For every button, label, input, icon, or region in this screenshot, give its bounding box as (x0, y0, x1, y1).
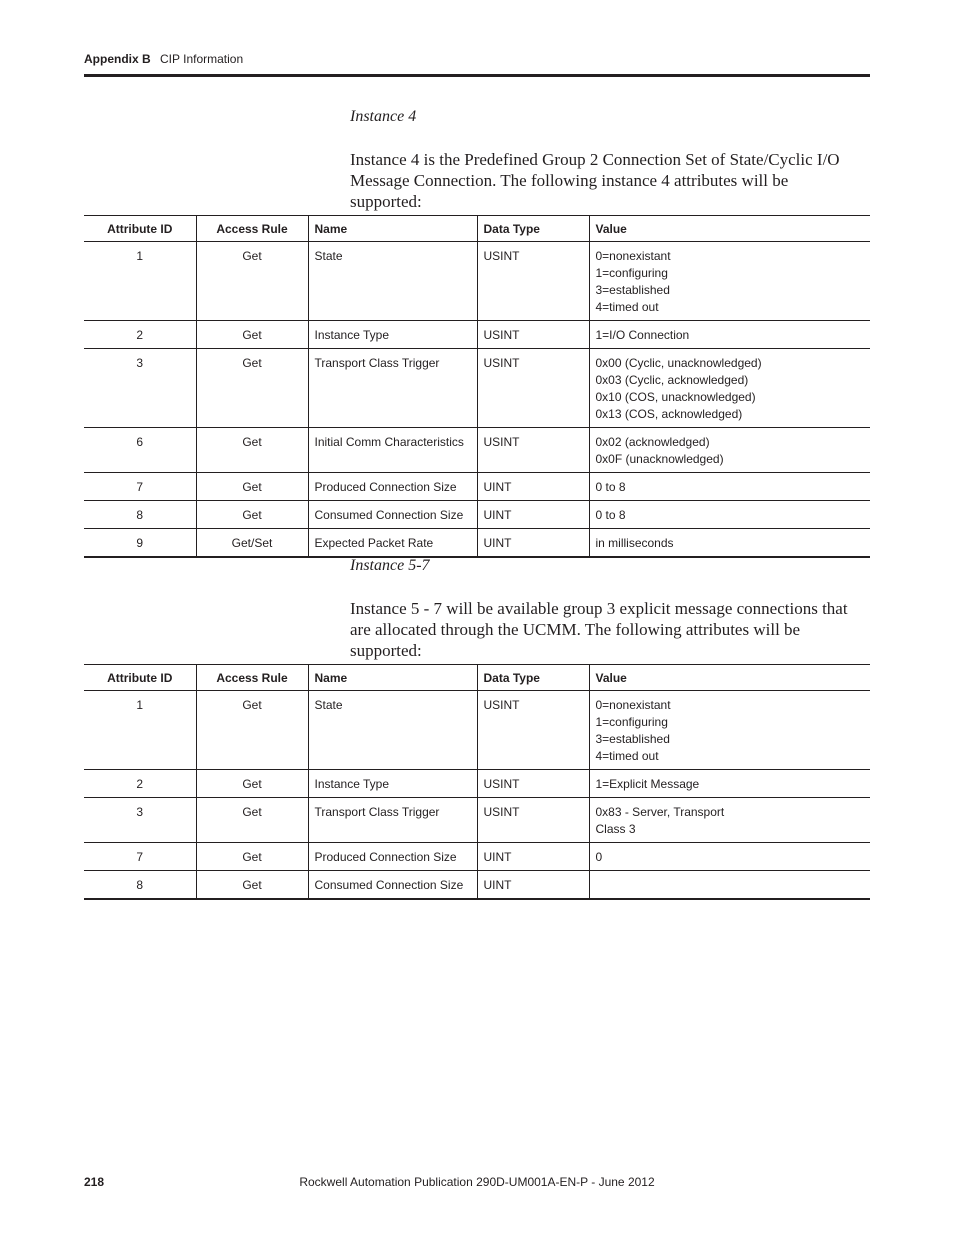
table-row (84, 770, 870, 798)
col-access-rule: Access Rule (196, 665, 308, 691)
value-line: 0x02 (acknowledged) (595, 435, 710, 449)
value-line: 1=I/O Connection (595, 328, 690, 342)
value-line: 0 to 8 (595, 508, 626, 522)
cell-name: Consumed Connection Size (308, 501, 477, 529)
cell-data-type: UINT (477, 871, 589, 900)
cell-access-rule: Get/Set (196, 529, 308, 558)
cell-value (589, 871, 870, 900)
col-value: Value (589, 665, 870, 691)
cell-data-type: USINT (477, 428, 589, 473)
value-line: 1=configuring (595, 715, 668, 729)
table-row (84, 242, 870, 321)
cell-access-rule: Get (196, 242, 308, 321)
cell-data-type: UINT (477, 473, 589, 501)
instance-4-paragraph: Instance 4 is the Predefined Group 2 Connection Set of State/Cyclic I/O Message Connection. The following instance 4 attributes will be supported: (350, 150, 840, 211)
cell-access-rule: Get (196, 428, 308, 473)
cell-value (589, 349, 870, 428)
col-value: Value (589, 216, 870, 242)
table-row (84, 473, 870, 501)
section-title: CIP Information (160, 52, 244, 66)
cell-data-type: UINT (477, 501, 589, 529)
cell-access-rule: Get (196, 321, 308, 349)
value-line: 1=configuring (595, 266, 668, 280)
col-data-type: Data Type (477, 665, 589, 691)
cell-attribute-id: 6 (136, 435, 144, 449)
cell-attribute-id: 1 (136, 249, 144, 263)
cell-value (589, 529, 870, 558)
cell-value (589, 428, 870, 473)
value-line: 3=established (595, 732, 670, 746)
table-row (84, 529, 870, 558)
cell-value (589, 242, 870, 321)
col-access-rule: Access Rule (196, 216, 308, 242)
col-data-type: Data Type (477, 216, 589, 242)
cell-data-type: USINT (477, 798, 589, 843)
cell-attribute-id: 7 (136, 480, 144, 494)
cell-data-type: UINT (477, 843, 589, 871)
cell-name: Transport Class Trigger (308, 349, 477, 428)
cell-attribute-id: 7 (136, 850, 144, 864)
table-header-row (84, 216, 870, 242)
page-number: 218 (84, 1175, 105, 1189)
value-line: 0x83 - Server, Transport (595, 805, 725, 819)
value-line: 0x00 (Cyclic, unacknowledged) (595, 356, 762, 370)
cell-access-rule: Get (196, 691, 308, 770)
cell-name: State (308, 691, 477, 770)
cell-value (589, 798, 870, 843)
page-header (84, 52, 870, 76)
table-row (84, 691, 870, 770)
cell-access-rule: Get (196, 871, 308, 900)
table-row (84, 871, 870, 900)
table-row (84, 843, 870, 871)
cell-attribute-id: 8 (136, 508, 144, 522)
value-line: in milliseconds (595, 536, 674, 550)
cell-data-type: USINT (477, 691, 589, 770)
value-line: 3=established (595, 283, 670, 297)
value-line: 0x0F (unacknowledged) (595, 452, 724, 466)
cell-access-rule: Get (196, 843, 308, 871)
cell-data-type: USINT (477, 349, 589, 428)
value-line: 0 (595, 850, 603, 864)
cell-access-rule: Get (196, 798, 308, 843)
value-line: 4=timed out (595, 749, 659, 763)
cell-name: Consumed Connection Size (308, 871, 477, 900)
cell-access-rule: Get (196, 473, 308, 501)
header-rule (84, 74, 870, 77)
table-row (84, 798, 870, 843)
instance-4-attribute-table (84, 215, 870, 558)
cell-name: Instance Type (308, 770, 477, 798)
cell-attribute-id: 2 (136, 777, 144, 791)
cell-data-type: USINT (477, 770, 589, 798)
cell-value (589, 501, 870, 529)
col-attribute-id: Attribute ID (107, 670, 173, 685)
value-line: 0x03 (Cyclic, acknowledged) (595, 373, 749, 387)
value-line: 1=Explicit Message (595, 777, 700, 791)
table-row (84, 428, 870, 473)
cell-data-type: UINT (477, 529, 589, 558)
cell-value (589, 843, 870, 871)
instance-5-7-paragraph: Instance 5 - 7 will be available group 3 explicit message connections that are allocated through the UCMM. The following attributes will be supported: (350, 599, 848, 660)
table-row (84, 349, 870, 428)
cell-value (589, 691, 870, 770)
cell-attribute-id: 8 (136, 878, 144, 892)
table-row (84, 321, 870, 349)
cell-value (589, 321, 870, 349)
value-line: 0=nonexistant (595, 249, 671, 263)
table-header-row (84, 665, 870, 691)
instance-5-7-attribute-table (84, 664, 870, 900)
cell-name: Instance Type (308, 321, 477, 349)
cell-value (589, 770, 870, 798)
cell-access-rule: Get (196, 501, 308, 529)
cell-name: Produced Connection Size (308, 843, 477, 871)
cell-value (589, 473, 870, 501)
cell-access-rule: Get (196, 349, 308, 428)
cell-attribute-id: 2 (136, 328, 144, 342)
col-name: Name (308, 216, 477, 242)
value-line: 0 to 8 (595, 480, 626, 494)
col-name: Name (308, 665, 477, 691)
instance-5-7-heading: Instance 5-7 (350, 557, 430, 574)
cell-data-type: USINT (477, 321, 589, 349)
cell-attribute-id: 3 (136, 805, 144, 819)
col-attribute-id: Attribute ID (107, 221, 173, 236)
cell-name: Produced Connection Size (308, 473, 477, 501)
cell-attribute-id: 3 (136, 356, 144, 370)
instance-4-heading: Instance 4 (350, 108, 417, 125)
cell-name: Expected Packet Rate (308, 529, 477, 558)
cell-data-type: USINT (477, 242, 589, 321)
cell-attribute-id: 9 (136, 536, 144, 550)
publication-info: Rockwell Automation Publication 290D-UM001A-EN-P - June 2012 (299, 1175, 655, 1189)
table-row (84, 501, 870, 529)
value-line: 0=nonexistant (595, 698, 671, 712)
cell-access-rule: Get (196, 770, 308, 798)
value-line: 0x13 (COS, acknowledged) (595, 407, 743, 421)
value-line: Class 3 (595, 822, 636, 836)
value-line: 4=timed out (595, 300, 659, 314)
cell-name: State (308, 242, 477, 321)
cell-name: Initial Comm Characteristics (308, 428, 477, 473)
appendix-label: Appendix B (84, 52, 151, 66)
cell-name: Transport Class Trigger (308, 798, 477, 843)
value-line: 0x10 (COS, unacknowledged) (595, 390, 756, 404)
cell-attribute-id: 1 (136, 698, 144, 712)
